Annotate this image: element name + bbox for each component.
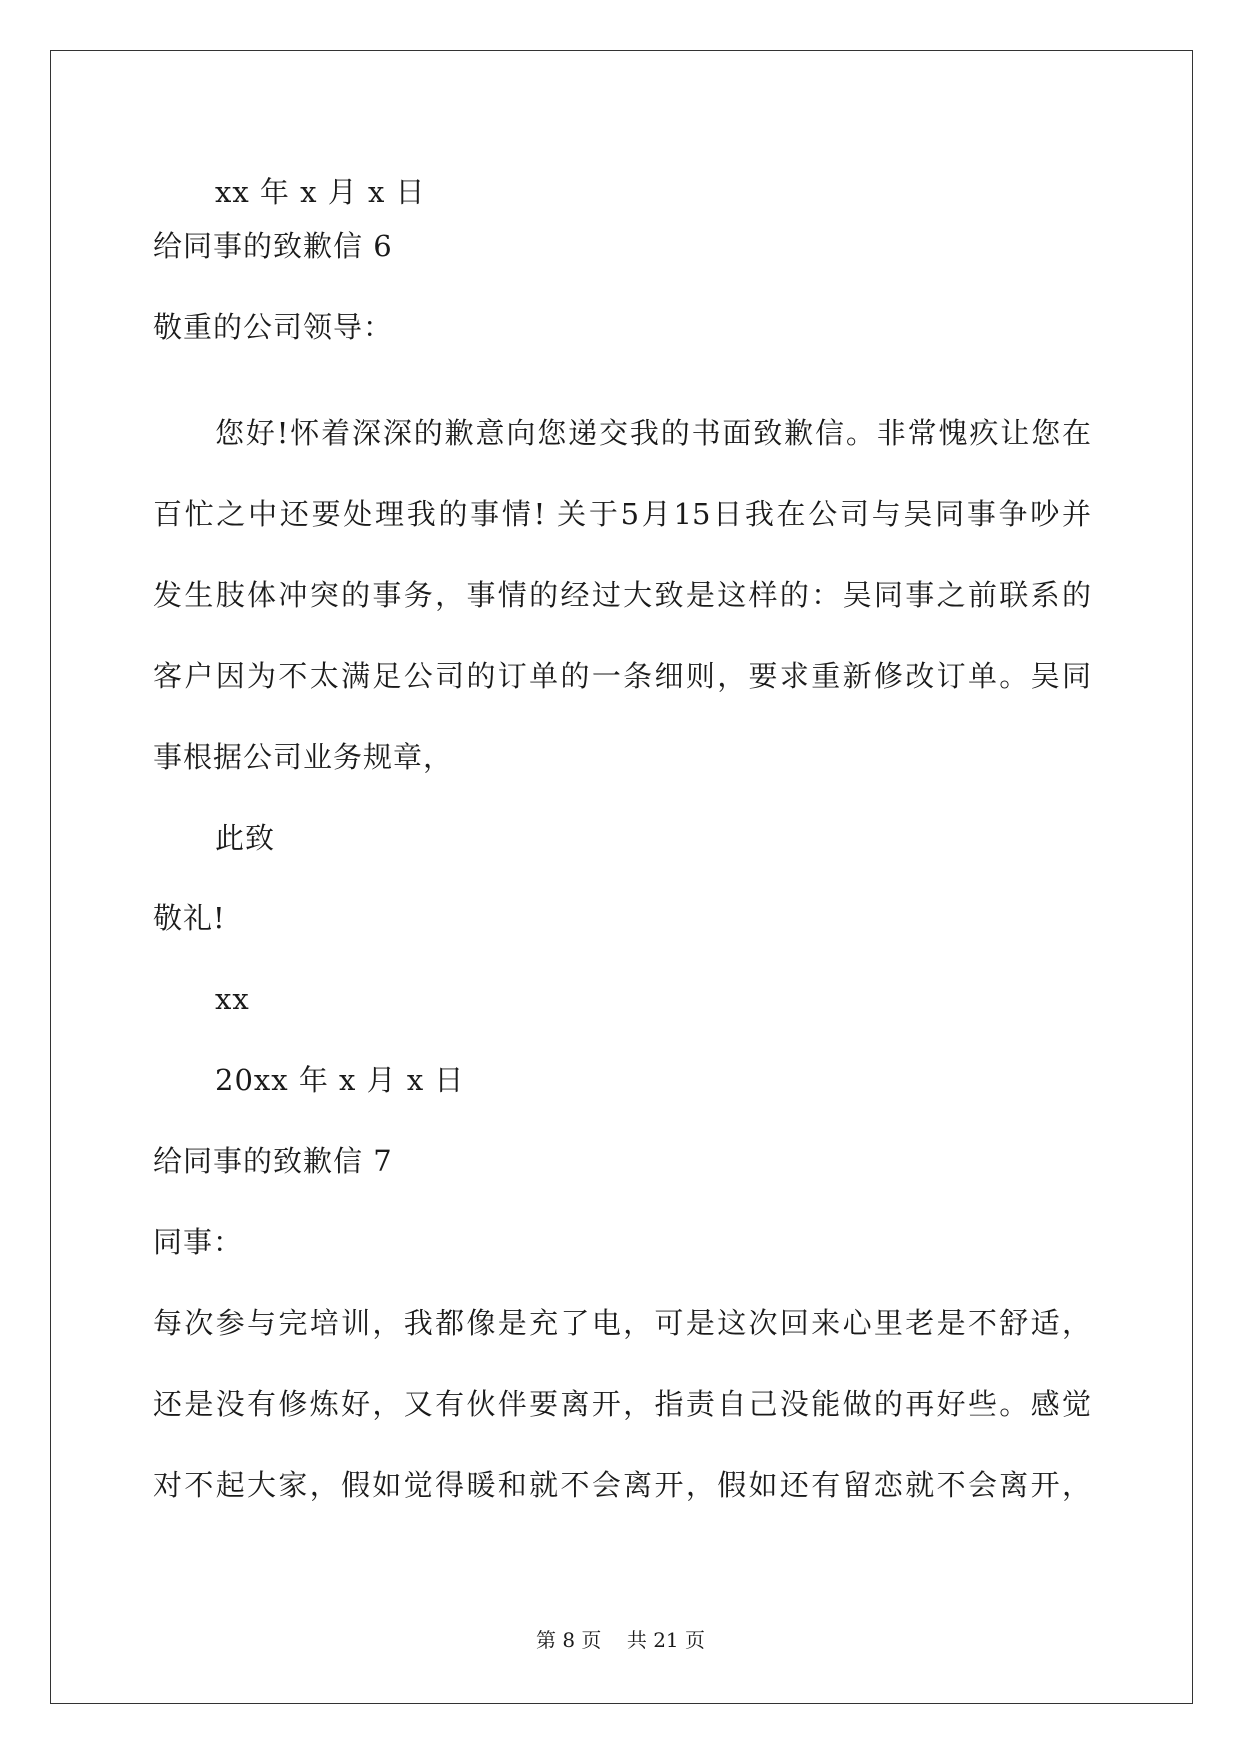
page-border [50,50,1193,1704]
paragraph-line: 事根据公司业务规章， [153,740,454,774]
closing-line: 此致 [215,821,276,855]
paragraph-line: 发生肢体冲突的事务，事情的经过大致是这样的：吴同事之前联系的 [153,578,1091,612]
paragraph-line: 客户因为不太满足公司的订单的一条细则，要求重新修改订单。吴同 [153,659,1091,693]
page-number-footer: 第 8 页 共 21 页 [535,1628,706,1652]
paragraph-line: 每次参与完培训，我都像是充了电，可是这次回来心里老是不舒适， [153,1306,1091,1340]
paragraph-line: 还是没有修炼好，又有伙伴要离开，指责自己没能做的再好些。感觉 [153,1387,1091,1421]
signature-name: xx [215,982,250,1016]
letter-heading-6: 给同事的致歉信 6 [153,229,393,263]
signature-date: 20xx 年 x 月 x 日 [215,1063,465,1097]
salutation: 敬重的公司领导： [153,310,394,344]
paragraph-line: 您好!怀着深深的歉意向您递交我的书面致歉信。非常愧疚让您在 [215,416,1091,450]
date-line: xx 年 x 月 x 日 [215,175,426,209]
salutation: 同事： [153,1225,244,1259]
paragraph-line: 百忙之中还要处理我的事情! 关于5月15日我在公司与吴同事争吵并 [153,497,1091,531]
letter-heading-7: 给同事的致歉信 7 [153,1144,393,1178]
paragraph-line: 对不起大家，假如觉得暖和就不会离开，假如还有留恋就不会离开， [153,1468,1091,1502]
closing-regards: 敬礼! [153,901,226,935]
